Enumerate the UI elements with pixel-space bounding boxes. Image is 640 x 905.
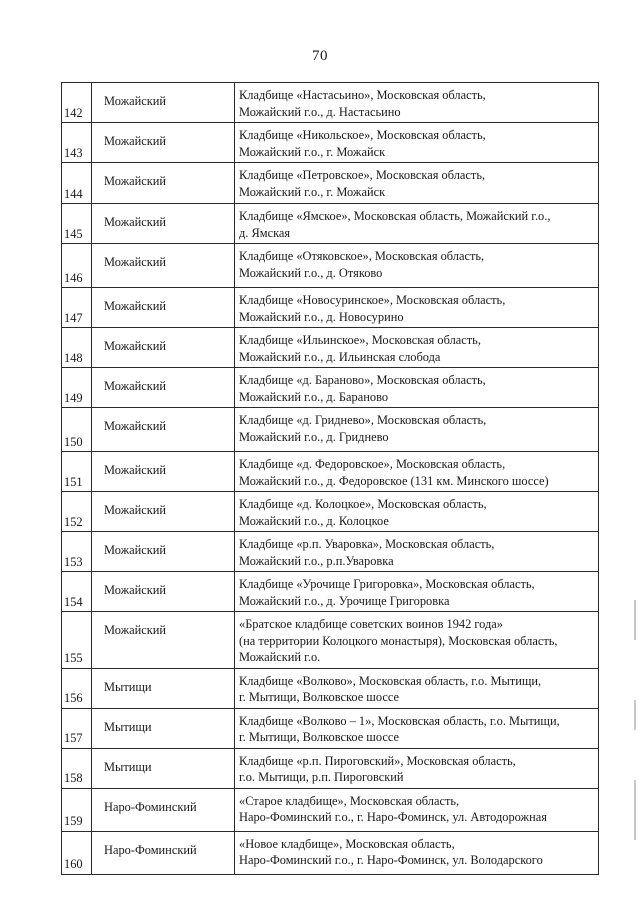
cemetery-address (235, 612, 599, 669)
scan-edge-mark (634, 600, 636, 640)
district-name: Можайский (92, 452, 235, 492)
cemetery-address (235, 163, 599, 204)
district-name: Можайский (92, 328, 235, 368)
row-number: 155 (62, 612, 92, 669)
row-number: 147 (62, 288, 92, 328)
address-line: «Старое кладбище», Московская область, (239, 793, 460, 808)
address-line: Кладбище «д. Бараново», Московская область, (239, 373, 486, 387)
address-line: (на территории Колоцкого монастыря), Московская область, (239, 633, 558, 648)
address-line: г. Мытищи, Волковское шоссе (239, 690, 400, 704)
row-number: 149 (62, 368, 92, 408)
district-name: Можайский (92, 572, 235, 612)
address-line: Можайский г.о., г. Можайск (239, 144, 386, 159)
row-number: 158 (62, 748, 92, 788)
table-row (62, 452, 599, 492)
address-line: Можайский г.о., д. Колоцкое (239, 513, 389, 528)
address-line: Можайский г.о., д. Отяково (239, 265, 383, 280)
cemetery-address (235, 831, 599, 874)
cemetery-address (235, 368, 599, 408)
district-name: Можайский (92, 204, 235, 244)
row-number: 146 (62, 244, 92, 288)
table-row (62, 668, 599, 708)
address-line: г. Мытищи, Волковское шоссе (239, 730, 400, 744)
table-row (62, 748, 599, 788)
address-line: г.о. Мытищи, р.п. Пироговский (239, 770, 404, 784)
address-line: Кладбище «р.п. Уваровка», Московская область, (239, 537, 495, 551)
address-line: Кладбище «Волково – 1», Московская область, г.о. Мытищи, (239, 713, 560, 728)
address-line: Можайский г.о. (239, 650, 321, 664)
cemetery-address (235, 492, 599, 532)
row-number: 150 (62, 408, 92, 452)
registry-table-body (62, 83, 599, 875)
row-number: 154 (62, 572, 92, 612)
table-row (62, 368, 599, 408)
address-line: Кладбище «Волково», Московская область, г.о. Мытищи, (239, 673, 542, 688)
address-line: Кладбище «Никольское», Московская область, (239, 128, 486, 142)
district-name: Можайский (92, 368, 235, 408)
address-line: Кладбище «Новосуринское», Московская область, (239, 293, 506, 307)
address-line: д. Ямская (239, 225, 291, 240)
cemetery-address (235, 408, 599, 452)
cemetery-address (235, 288, 599, 328)
row-number: 157 (62, 708, 92, 748)
cemetery-address (235, 123, 599, 163)
address-line: Кладбище «Петровское», Московская область, (239, 168, 486, 182)
cemetery-address (235, 748, 599, 788)
table-row (62, 492, 599, 532)
address-line: Можайский г.о., д. Гриднево (239, 429, 389, 444)
district-name: Наро-Фоминский (92, 788, 235, 831)
table-row (62, 612, 599, 669)
address-line: Кладбище «Ямское», Московская область, Можайский г.о., (239, 209, 551, 223)
table-row (62, 204, 599, 244)
table-row (62, 788, 599, 831)
table-row (62, 123, 599, 163)
table-row (62, 708, 599, 748)
row-number: 145 (62, 204, 92, 244)
table-row (62, 244, 599, 288)
row-number: 159 (62, 788, 92, 831)
address-line: «Новое кладбище», Московская область, (239, 836, 455, 851)
address-line: Можайский г.о., г. Можайск (239, 184, 386, 199)
address-line: Можайский г.о., д. Новосурино (239, 309, 404, 324)
scan-edge-mark (634, 780, 636, 840)
district-name: Мытищи (92, 748, 235, 788)
district-name: Можайский (92, 492, 235, 532)
address-line: Можайский г.о., д. Урочище Григоровка (239, 593, 450, 608)
cemetery-address (235, 788, 599, 831)
table-row (62, 408, 599, 452)
address-line: Кладбище «Отяковское», Московская область, (239, 249, 485, 263)
row-number: 156 (62, 668, 92, 708)
address-line: Можайский г.о., д. Бараново (239, 389, 389, 404)
address-line: «Братское кладбище советских воинов 1942 года» (239, 617, 504, 631)
row-number: 142 (62, 83, 92, 123)
district-name: Можайский (92, 612, 235, 669)
cemetery-address (235, 204, 599, 244)
district-name: Наро-Фоминский (92, 831, 235, 874)
scan-edge-mark (634, 700, 636, 730)
table-row (62, 328, 599, 368)
address-line: Можайский г.о., д. Настасьино (239, 104, 401, 119)
address-line: Можайский г.о., д. Ильинская слобода (239, 349, 441, 364)
district-name: Можайский (92, 532, 235, 572)
cemetery-address (235, 668, 599, 708)
address-line: Наро-Фоминский г.о., г. Наро-Фоминск, ул. Автодорожная (239, 810, 547, 824)
district-name: Мытищи (92, 668, 235, 708)
cemetery-address (235, 452, 599, 492)
row-number: 153 (62, 532, 92, 572)
district-name: Можайский (92, 123, 235, 163)
address-line: Кладбище «д. Колоцкое», Московская область, (239, 497, 487, 511)
row-number: 148 (62, 328, 92, 368)
row-number: 152 (62, 492, 92, 532)
cemetery-address (235, 83, 599, 123)
cemetery-registry-table (61, 82, 599, 875)
district-name: Мытищи (92, 708, 235, 748)
district-name: Можайский (92, 163, 235, 204)
address-line: Кладбище «д. Федоровское», Московская область, (239, 457, 506, 471)
page-number: 70 (312, 48, 328, 64)
district-name: Можайский (92, 244, 235, 288)
address-line: Кладбище «Ильинское», Московская область, (239, 333, 481, 347)
table-row (62, 831, 599, 874)
row-number: 160 (62, 831, 92, 874)
address-line: Наро-Фоминский г.о., г. Наро-Фоминск, ул. Володарского (239, 853, 543, 867)
district-name: Можайский (92, 83, 235, 123)
table-row (62, 163, 599, 204)
cemetery-address (235, 532, 599, 572)
table-row (62, 572, 599, 612)
address-line: Кладбище «р.п. Пироговский», Московская область, (239, 753, 516, 768)
address-line: Можайский г.о., р.п.Уваровка (239, 553, 394, 568)
address-line: Кладбище «д. Гриднево», Московская область, (239, 413, 487, 427)
cemetery-address (235, 244, 599, 288)
district-name: Можайский (92, 408, 235, 452)
table-row (62, 83, 599, 123)
cemetery-address (235, 708, 599, 748)
district-name: Можайский (92, 288, 235, 328)
address-line: Кладбище «Урочище Григоровка», Московская область, (239, 577, 535, 591)
table-row (62, 532, 599, 572)
table-row (62, 288, 599, 328)
cemetery-address (235, 328, 599, 368)
cemetery-address (235, 572, 599, 612)
address-line: Можайский г.о., д. Федоровское (131 км. Минского шоссе) (239, 473, 549, 488)
address-line: Кладбище «Настасьино», Московская область, (239, 88, 486, 102)
row-number: 143 (62, 123, 92, 163)
row-number: 151 (62, 452, 92, 492)
row-number: 144 (62, 163, 92, 204)
